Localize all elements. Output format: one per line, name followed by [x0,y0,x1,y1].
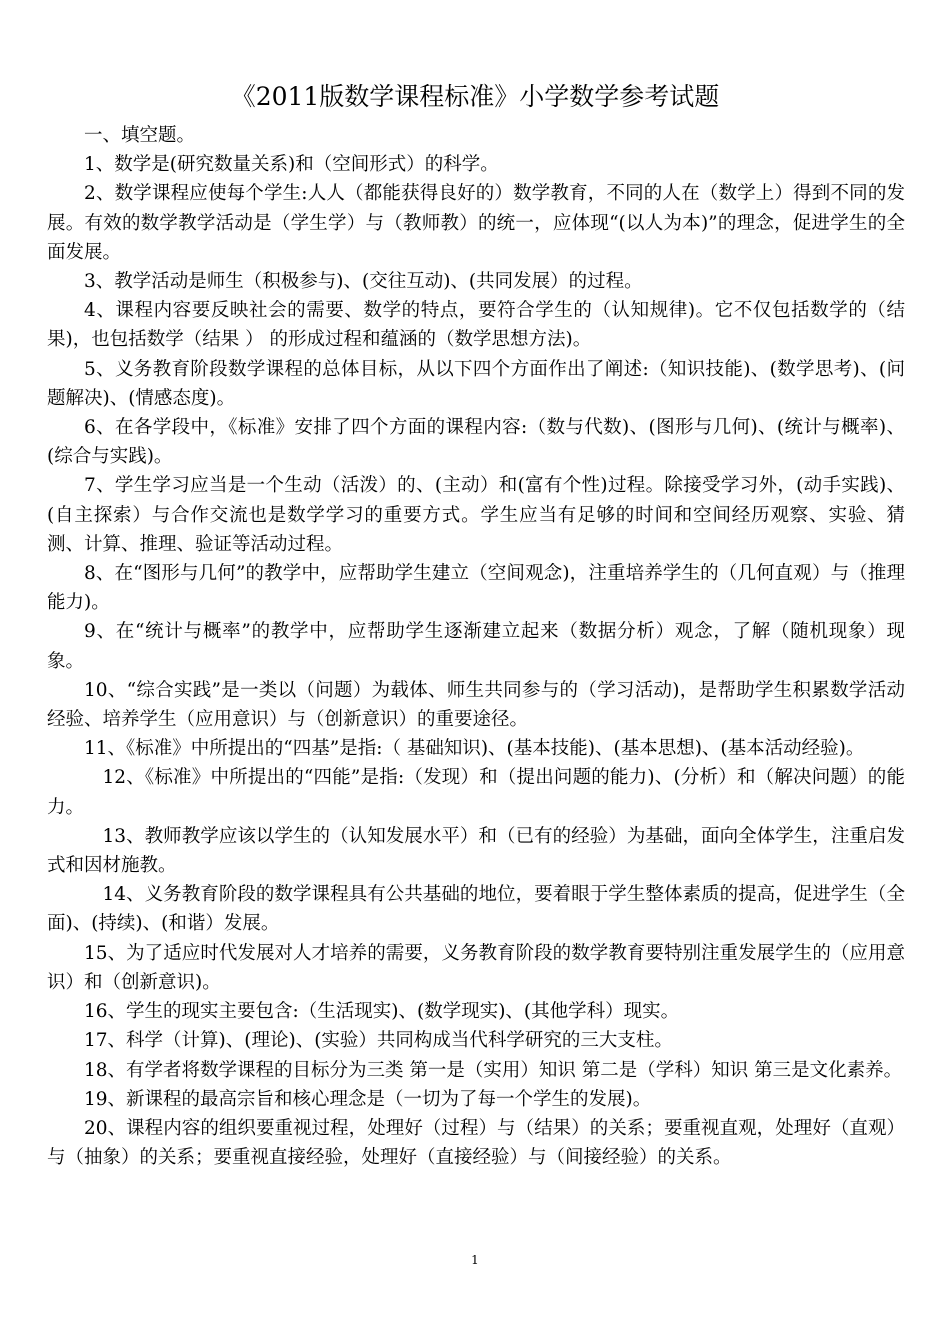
question-15: 15、为了适应时代发展对人才培养的需要，义务教育阶段的数学教育要特别注重发展学生的（应用意识）和（创新意识)。 [47,942,905,993]
page-number: 1 [471,1253,479,1267]
document-body [47,121,905,1172]
question-9: 9、在“统计与概率”的教学中，应帮助学生逐渐建立起来（数据分析）观念，了解（随机现象）现象。 [47,621,905,672]
question-19: 19、新课程的最高宗旨和核心理念是（一切为了每一个学生的发展)。 [84,1088,652,1110]
question-20: 20、课程内容的组织要重视过程，处理好（过程）与（结果）的关系；要重视直观，处理好（直观）与（抽象）的关系；要重视直接经验，处理好（直接经验）与（间接经验）的关系。 [47,1117,905,1169]
question-11: 11、《标准》中所提出的“四基”是指:（ 基础知识)、(基本技能)、(基本思想)、(基本活动经验)。 [84,738,865,760]
question-10: 10、“综合实践”是一类以（问题）为载体、师生共同参与的（学习活动)，是帮助学生积累数学活动经验、培养学生（应用意识）与（创新意识）的重要途径。 [47,679,905,731]
question-13: 13、教师教学应该以学生的（认知发展水平）和（已有的经验）为基础，面向全体学生，注重启发式和因材施教。 [47,825,905,877]
question-7: 7、学生学习应当是一个生动（活泼）的、(主动）和(富有个性)过程。除接受学习外，(动手实践)、(自主探索）与合作交流也是数学学习的重要方式。学生应当有足够的时间和空间经历观察、实验、猜测、计算、推理、验证等活动过程。 [47,475,905,555]
question-5: 5、义务教育阶段数学课程的总体目标，从以下四个方面作出了阐述:（知识技能)、(数学思考)、(问题解决)、(情感态度)。 [47,358,905,409]
question-12: 12、《标准》中所提出的“四能”是指:（发现）和（提出问题的能力)、(分析）和（解决问题）的能力。 [47,767,905,818]
question-6: 6、在各学段中，《标准》安排了四个方面的课程内容:（数与代数)、(图形与几何)、(统计与概率)、(综合与实践)。 [47,417,905,468]
question-4: 4、课程内容要反映社会的需要、数学的特点，要符合学生的（认知规律)。它不仅包括数学的（结果)，也包括数学（结果 ） 的形成过程和蕴涵的（数学思想方法)。 [47,300,905,351]
question-16: 16、学生的现实主要包含:（生活现实)、(数学现实)、(其他学科）现实。 [84,1001,680,1023]
document-title: 《2011版数学课程标准》小学数学参考试题 [230,82,720,111]
question-17: 17、科学（计算)、(理论)、(实验）共同构成当代科学研究的三大支柱。 [84,1030,673,1052]
question-3: 3、教学活动是师生（积极参与)、(交往互动)、(共同发展）的过程。 [84,271,643,293]
question-2: 2、数学课程应使每个学生:人人（都能获得良好的）数学教育，不同的人在（数学上）得到不同的发展。有效的数学教学活动是（学生学）与（教师教）的统一，应体现“(以人为本)”的理念，促进学生的全面发展。 [47,183,905,263]
question-1: 1、数学是(研究数量关系)和（空间形式）的科学。 [84,154,499,176]
question-18: 18、有学者将数学课程的目标分为三类 第一是（实用）知识 第二是（学科）知识 第三是文化素养。 [84,1059,903,1081]
question-14: 14、义务教育阶段的数学课程具有公共基础的地位，要着眼于学生整体素质的提高，促进学生（全面)、(持续)、(和谐）发展。 [47,884,905,935]
question-8: 8、在“图形与几何”的教学中，应帮助学生建立（空间观念)，注重培养学生的（几何直观）与（推理能力)。 [47,563,905,614]
section-heading: 一、填空题。 [84,125,196,146]
